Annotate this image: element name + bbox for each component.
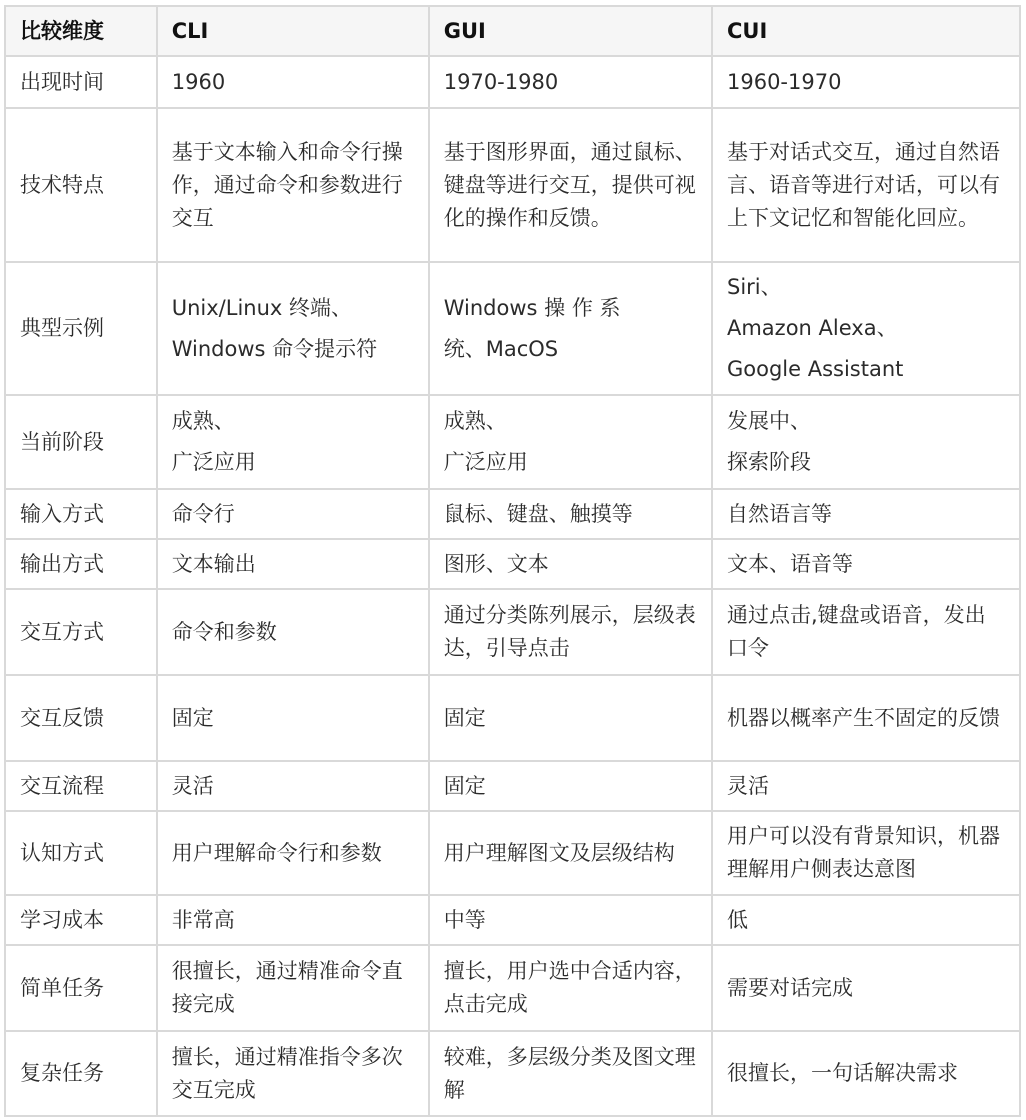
- gui-cell: 用户理解图文及层级结构: [429, 811, 712, 895]
- cell-line: 广泛应用: [171, 450, 256, 474]
- table-row: [5, 589, 1020, 675]
- header-cell-cli: CLI: [157, 6, 429, 56]
- table-row: [5, 262, 1020, 395]
- row-label: 当前阶段: [5, 395, 157, 489]
- cui-cell: 需要对话完成: [712, 945, 1020, 1031]
- table-row: [5, 1031, 1020, 1116]
- gui-cell: [429, 395, 712, 489]
- row-label: 交互反馈: [5, 675, 157, 761]
- row-label: 交互流程: [5, 761, 157, 811]
- row-label: 典型示例: [5, 262, 157, 395]
- row-label: 技术特点: [5, 108, 157, 262]
- cell-line: 广泛应用: [443, 450, 528, 474]
- cell-line: Amazon Alexa、: [726, 316, 898, 340]
- cui-cell: 灵活: [712, 761, 1020, 811]
- cli-cell: 命令行: [157, 489, 429, 539]
- comparison-table: [4, 5, 1021, 1117]
- table-row: [5, 675, 1020, 761]
- table-row: [5, 945, 1020, 1031]
- cui-cell: 通过点击,键盘或语音，发出口令: [712, 589, 1020, 675]
- header-cell-dimension: 比较维度: [5, 6, 157, 56]
- table-row: [5, 56, 1020, 108]
- table-row: [5, 811, 1020, 895]
- cli-cell: 擅长，通过精准指令多次交互完成: [157, 1031, 429, 1116]
- row-label: 复杂任务: [5, 1031, 157, 1116]
- table-row: [5, 895, 1020, 945]
- row-label: 出现时间: [5, 56, 157, 108]
- gui-cell: 固定: [429, 675, 712, 761]
- cell-line: Unix/Linux 终端、: [171, 295, 353, 320]
- cui-cell: 基于对话式交互，通过自然语言、语音等进行对话，可以有上下文记忆和智能化回应。: [712, 108, 1020, 262]
- cli-cell: 灵活: [157, 761, 429, 811]
- cli-cell: [157, 262, 429, 395]
- cli-cell: 用户理解命令行和参数: [157, 811, 429, 895]
- gui-cell: 1970-1980: [429, 56, 712, 108]
- gui-cell: 较难，多层级分类及图文理解: [429, 1031, 712, 1116]
- cell-line: 统、MacOS: [443, 336, 559, 361]
- cell-line: 发展中、: [726, 409, 811, 433]
- table-row: [5, 761, 1020, 811]
- cui-cell: 低: [712, 895, 1020, 945]
- gui-cell: 基于图形界面，通过鼠标、键盘等进行交互，提供可视化的操作和反馈。: [429, 108, 712, 262]
- cli-cell: 固定: [157, 675, 429, 761]
- gui-cell: 中等: [429, 895, 712, 945]
- cell-line: 探索阶段: [726, 450, 811, 474]
- header-cell-cui: CUI: [712, 6, 1020, 56]
- gui-cell: 擅长，用户选中合适内容，点击完成: [429, 945, 712, 1031]
- cui-cell: 1960-1970: [712, 56, 1020, 108]
- cli-cell: 很擅长，通过精准命令直接完成: [157, 945, 429, 1031]
- table-row: [5, 489, 1020, 539]
- cell-line: Windows 操 作 系: [443, 295, 621, 320]
- cui-cell: [712, 395, 1020, 489]
- cell-line: Google Assistant: [726, 357, 904, 381]
- cui-cell: 很擅长，一句话解决需求: [712, 1031, 1020, 1116]
- row-label: 简单任务: [5, 945, 157, 1031]
- cell-line: 成熟、: [443, 409, 507, 433]
- gui-cell: 通过分类陈列展示，层级表达，引导点击: [429, 589, 712, 675]
- gui-cell: 鼠标、键盘、触摸等: [429, 489, 712, 539]
- row-label: 输入方式: [5, 489, 157, 539]
- cui-cell: 用户可以没有背景知识，机器理解用户侧表达意图: [712, 811, 1020, 895]
- gui-cell: 固定: [429, 761, 712, 811]
- cui-cell: 自然语言等: [712, 489, 1020, 539]
- cell-line: Windows 命令提示符: [171, 336, 378, 361]
- cli-cell: 文本输出: [157, 539, 429, 589]
- cell-line: Siri、: [726, 275, 782, 299]
- cell-line: 成熟、: [171, 409, 235, 433]
- cui-cell: 机器以概率产生不固定的反馈: [712, 675, 1020, 761]
- row-label: 认知方式: [5, 811, 157, 895]
- header-cell-gui: GUI: [429, 6, 712, 56]
- cli-cell: 1960: [157, 56, 429, 108]
- gui-cell: [429, 262, 712, 395]
- cli-cell: 非常高: [157, 895, 429, 945]
- cui-cell: [712, 262, 1020, 395]
- table-row: [5, 539, 1020, 589]
- cli-cell: 基于文本输入和命令行操作，通过命令和参数进行交互: [157, 108, 429, 262]
- row-label: 学习成本: [5, 895, 157, 945]
- cui-cell: 文本、语音等: [712, 539, 1020, 589]
- cli-cell: 命令和参数: [157, 589, 429, 675]
- gui-cell: 图形、文本: [429, 539, 712, 589]
- row-label: 输出方式: [5, 539, 157, 589]
- row-label: 交互方式: [5, 589, 157, 675]
- header-row: [5, 6, 1020, 56]
- table-row: [5, 108, 1020, 262]
- table-row: [5, 395, 1020, 489]
- cli-cell: [157, 395, 429, 489]
